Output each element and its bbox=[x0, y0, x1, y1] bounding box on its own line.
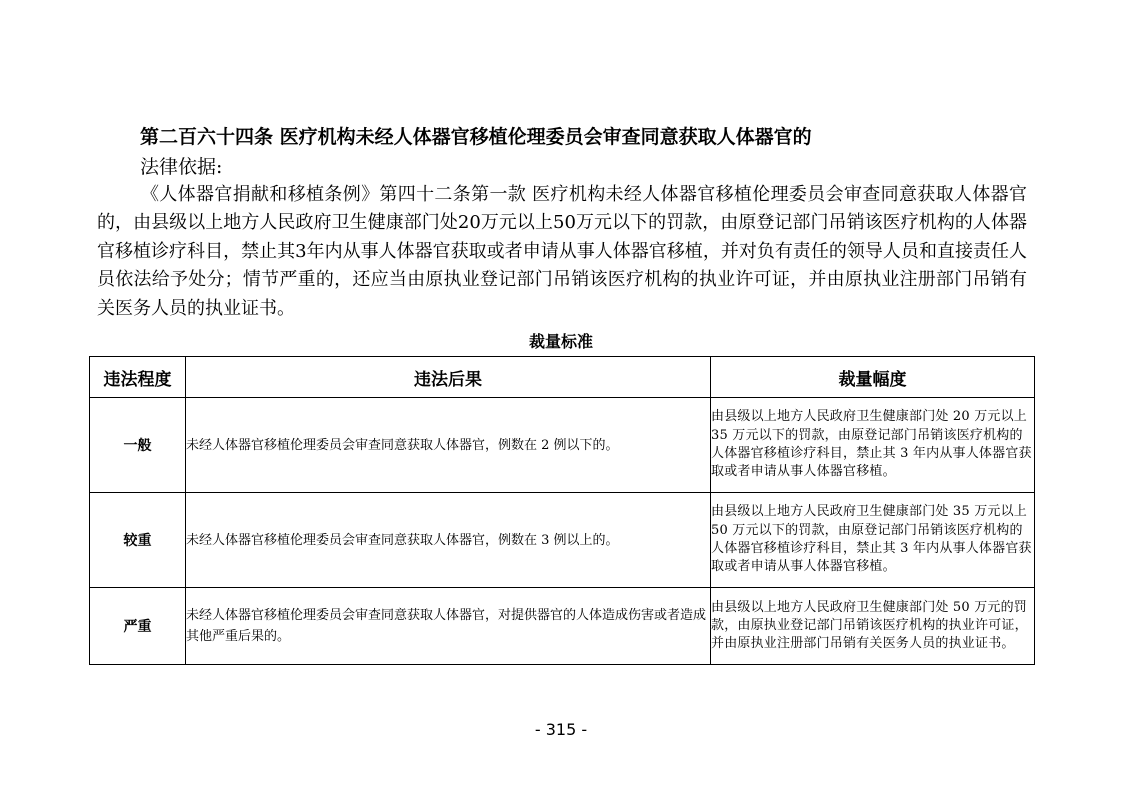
discretion-standards-table bbox=[89, 356, 1035, 665]
table-title: 裁量标准 bbox=[528, 332, 593, 351]
table-row bbox=[90, 588, 1035, 665]
range-cell: 由县级以上地方人民政府卫生健康部门处 50 万元的罚款，由原执业登记部门吊销该医疗机构的执业许可证，并由原执业注册部门吊销有关医务人员的执业证书。 bbox=[711, 588, 1035, 665]
header-range: 裁量幅度 bbox=[711, 357, 1035, 398]
table-header-row bbox=[90, 357, 1035, 398]
consequence-cell: 未经人体器官移植伦理委员会审查同意获取人体器官，例数在 2 例以下的。 bbox=[186, 398, 711, 493]
article-title: 第二百六十四条 医疗机构未经人体器官移植伦理委员会审查同意获取人体器官的 bbox=[140, 126, 812, 148]
header-consequence: 违法后果 bbox=[186, 357, 711, 398]
consequence-cell: 未经人体器官移植伦理委员会审查同意获取人体器官，对提供器官的人体造成伤害或者造成其他严重后果的。 bbox=[186, 588, 711, 665]
legal-basis-label: 法律依据: bbox=[140, 156, 223, 178]
table-row bbox=[90, 493, 1035, 588]
header-level: 违法程度 bbox=[90, 357, 186, 398]
consequence-cell: 未经人体器官移植伦理委员会审查同意获取人体器官，例数在 3 例以上的。 bbox=[186, 493, 711, 588]
level-cell: 一般 bbox=[90, 398, 186, 493]
legal-basis-text: 《人体器官捐献和移植条例》第四十二条第一款 医疗机构未经人体器官移植伦理委员会审查同意获取人体器官的，由县级以上地方人民政府卫生健康部门处20万元以上50万元以下的罚款，由原登记部门吊销该医疗机构的人体器官移植诊疗科目，禁止其3年内从事人体器官获取或者申请从事人体器官移植，并对负有责任的领导人员和直接责任人员依法给予处分；情节严重的，还应当由原执业登记部门吊销该医疗机构的执业许可证，并由原执业注册部门吊销有关医务人员的执业证书。 bbox=[97, 184, 1027, 319]
table-row bbox=[90, 398, 1035, 493]
range-cell: 由县级以上地方人民政府卫生健康部门处 20 万元以上 35 万元以下的罚款，由原登记部门吊销该医疗机构的人体器官移植诊疗科目，禁止其 3 年内从事人体器官获取或者申请从事人体器官移植。 bbox=[711, 398, 1035, 493]
page-number: - 315 - bbox=[534, 720, 588, 739]
level-cell: 较重 bbox=[90, 493, 186, 588]
range-cell: 由县级以上地方人民政府卫生健康部门处 35 万元以上 50 万元以下的罚款，由原登记部门吊销该医疗机构的人体器官移植诊疗科目，禁止其 3 年内从事人体器官获取或者申请从事人体器官移植。 bbox=[711, 493, 1035, 588]
level-cell: 严重 bbox=[90, 588, 186, 665]
